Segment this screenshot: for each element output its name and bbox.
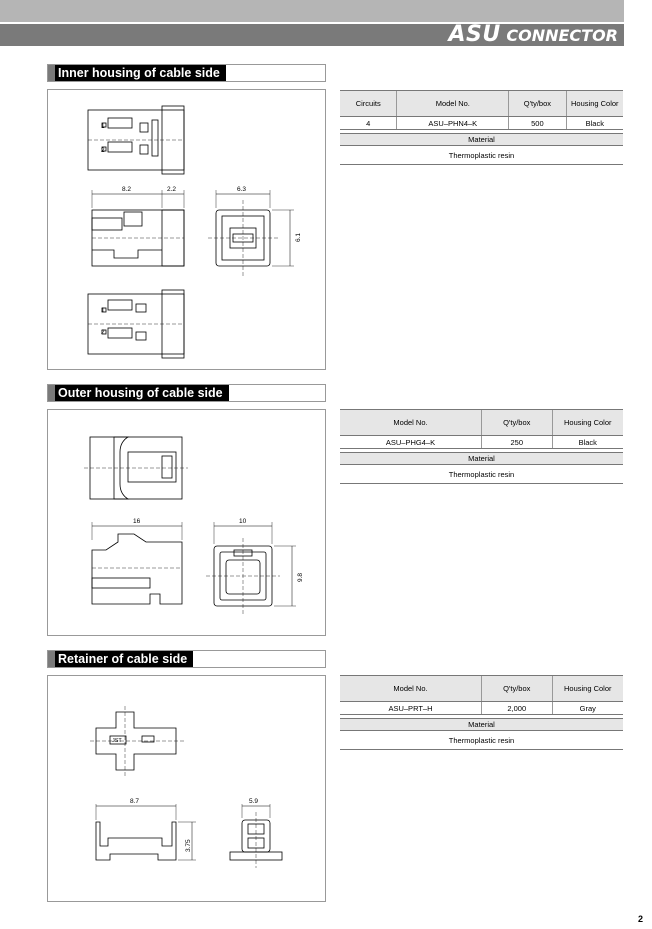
dimension-height: 6.1 — [295, 232, 302, 242]
table-row: ASU–PHG4–K 250 Black — [340, 436, 623, 449]
dimension-width: 10 — [239, 518, 247, 525]
pin-1-marking: 1 — [101, 307, 105, 314]
dimension-length: 8.7 — [130, 798, 140, 805]
section-title: Inner housing of cable side — [55, 65, 226, 81]
outer-housing-drawing — [48, 410, 325, 635]
figure-outer-housing — [47, 409, 326, 636]
figure-inner-housing — [47, 89, 326, 370]
material-value: Thermoplastic resin — [340, 731, 623, 750]
dimension-width: 5.9 — [249, 798, 259, 805]
figure-retainer — [47, 675, 326, 902]
spec-table-outer-housing — [340, 409, 623, 484]
table-row: 4 ASU–PHN4–K 500 Black — [340, 117, 623, 130]
page-number: 2 — [638, 914, 644, 924]
dimension-height: 3.75 — [185, 839, 192, 852]
section-title: Retainer of cable side — [55, 651, 193, 667]
material-header: Material — [340, 133, 623, 146]
page-title: ASU CONNECTOR — [448, 22, 618, 47]
header-top-band — [0, 0, 624, 22]
table-header: Circuits Model No. Q'ty/box Housing Color — [340, 90, 623, 117]
header-title-band — [0, 24, 624, 46]
material-value: Thermoplastic resin — [340, 465, 623, 484]
section-title: Outer housing of cable side — [55, 385, 229, 401]
material-header: Material — [340, 718, 623, 731]
material-value: Thermoplastic resin — [340, 146, 623, 165]
dimension-height: 9.8 — [297, 572, 304, 582]
jst-marking: JST — [112, 738, 122, 744]
table-header: Model No. Q'ty/box Housing Color — [340, 675, 623, 702]
retainer-drawing — [48, 676, 325, 901]
spec-table-inner-housing — [340, 90, 623, 165]
section-heading-outer-housing — [47, 384, 326, 402]
dimension-length-b: 2.2 — [167, 186, 177, 193]
dimension-length: 16 — [133, 518, 141, 525]
dimension-length-a: 8.2 — [122, 186, 132, 193]
table-row: ASU–PRT–H 2,000 Gray — [340, 702, 623, 715]
section-heading-retainer — [47, 650, 326, 668]
spec-table-retainer — [340, 675, 623, 750]
table-header: Model No. Q'ty/box Housing Color — [340, 409, 623, 436]
pin-2-marking: 2 — [101, 147, 105, 154]
material-header: Material — [340, 452, 623, 465]
inner-housing-drawing — [48, 90, 325, 369]
pin-2-marking: 2 — [101, 329, 105, 336]
section-heading-inner-housing — [47, 64, 326, 82]
dimension-width: 6.3 — [237, 186, 247, 193]
pin-1-marking: 1 — [101, 123, 105, 130]
